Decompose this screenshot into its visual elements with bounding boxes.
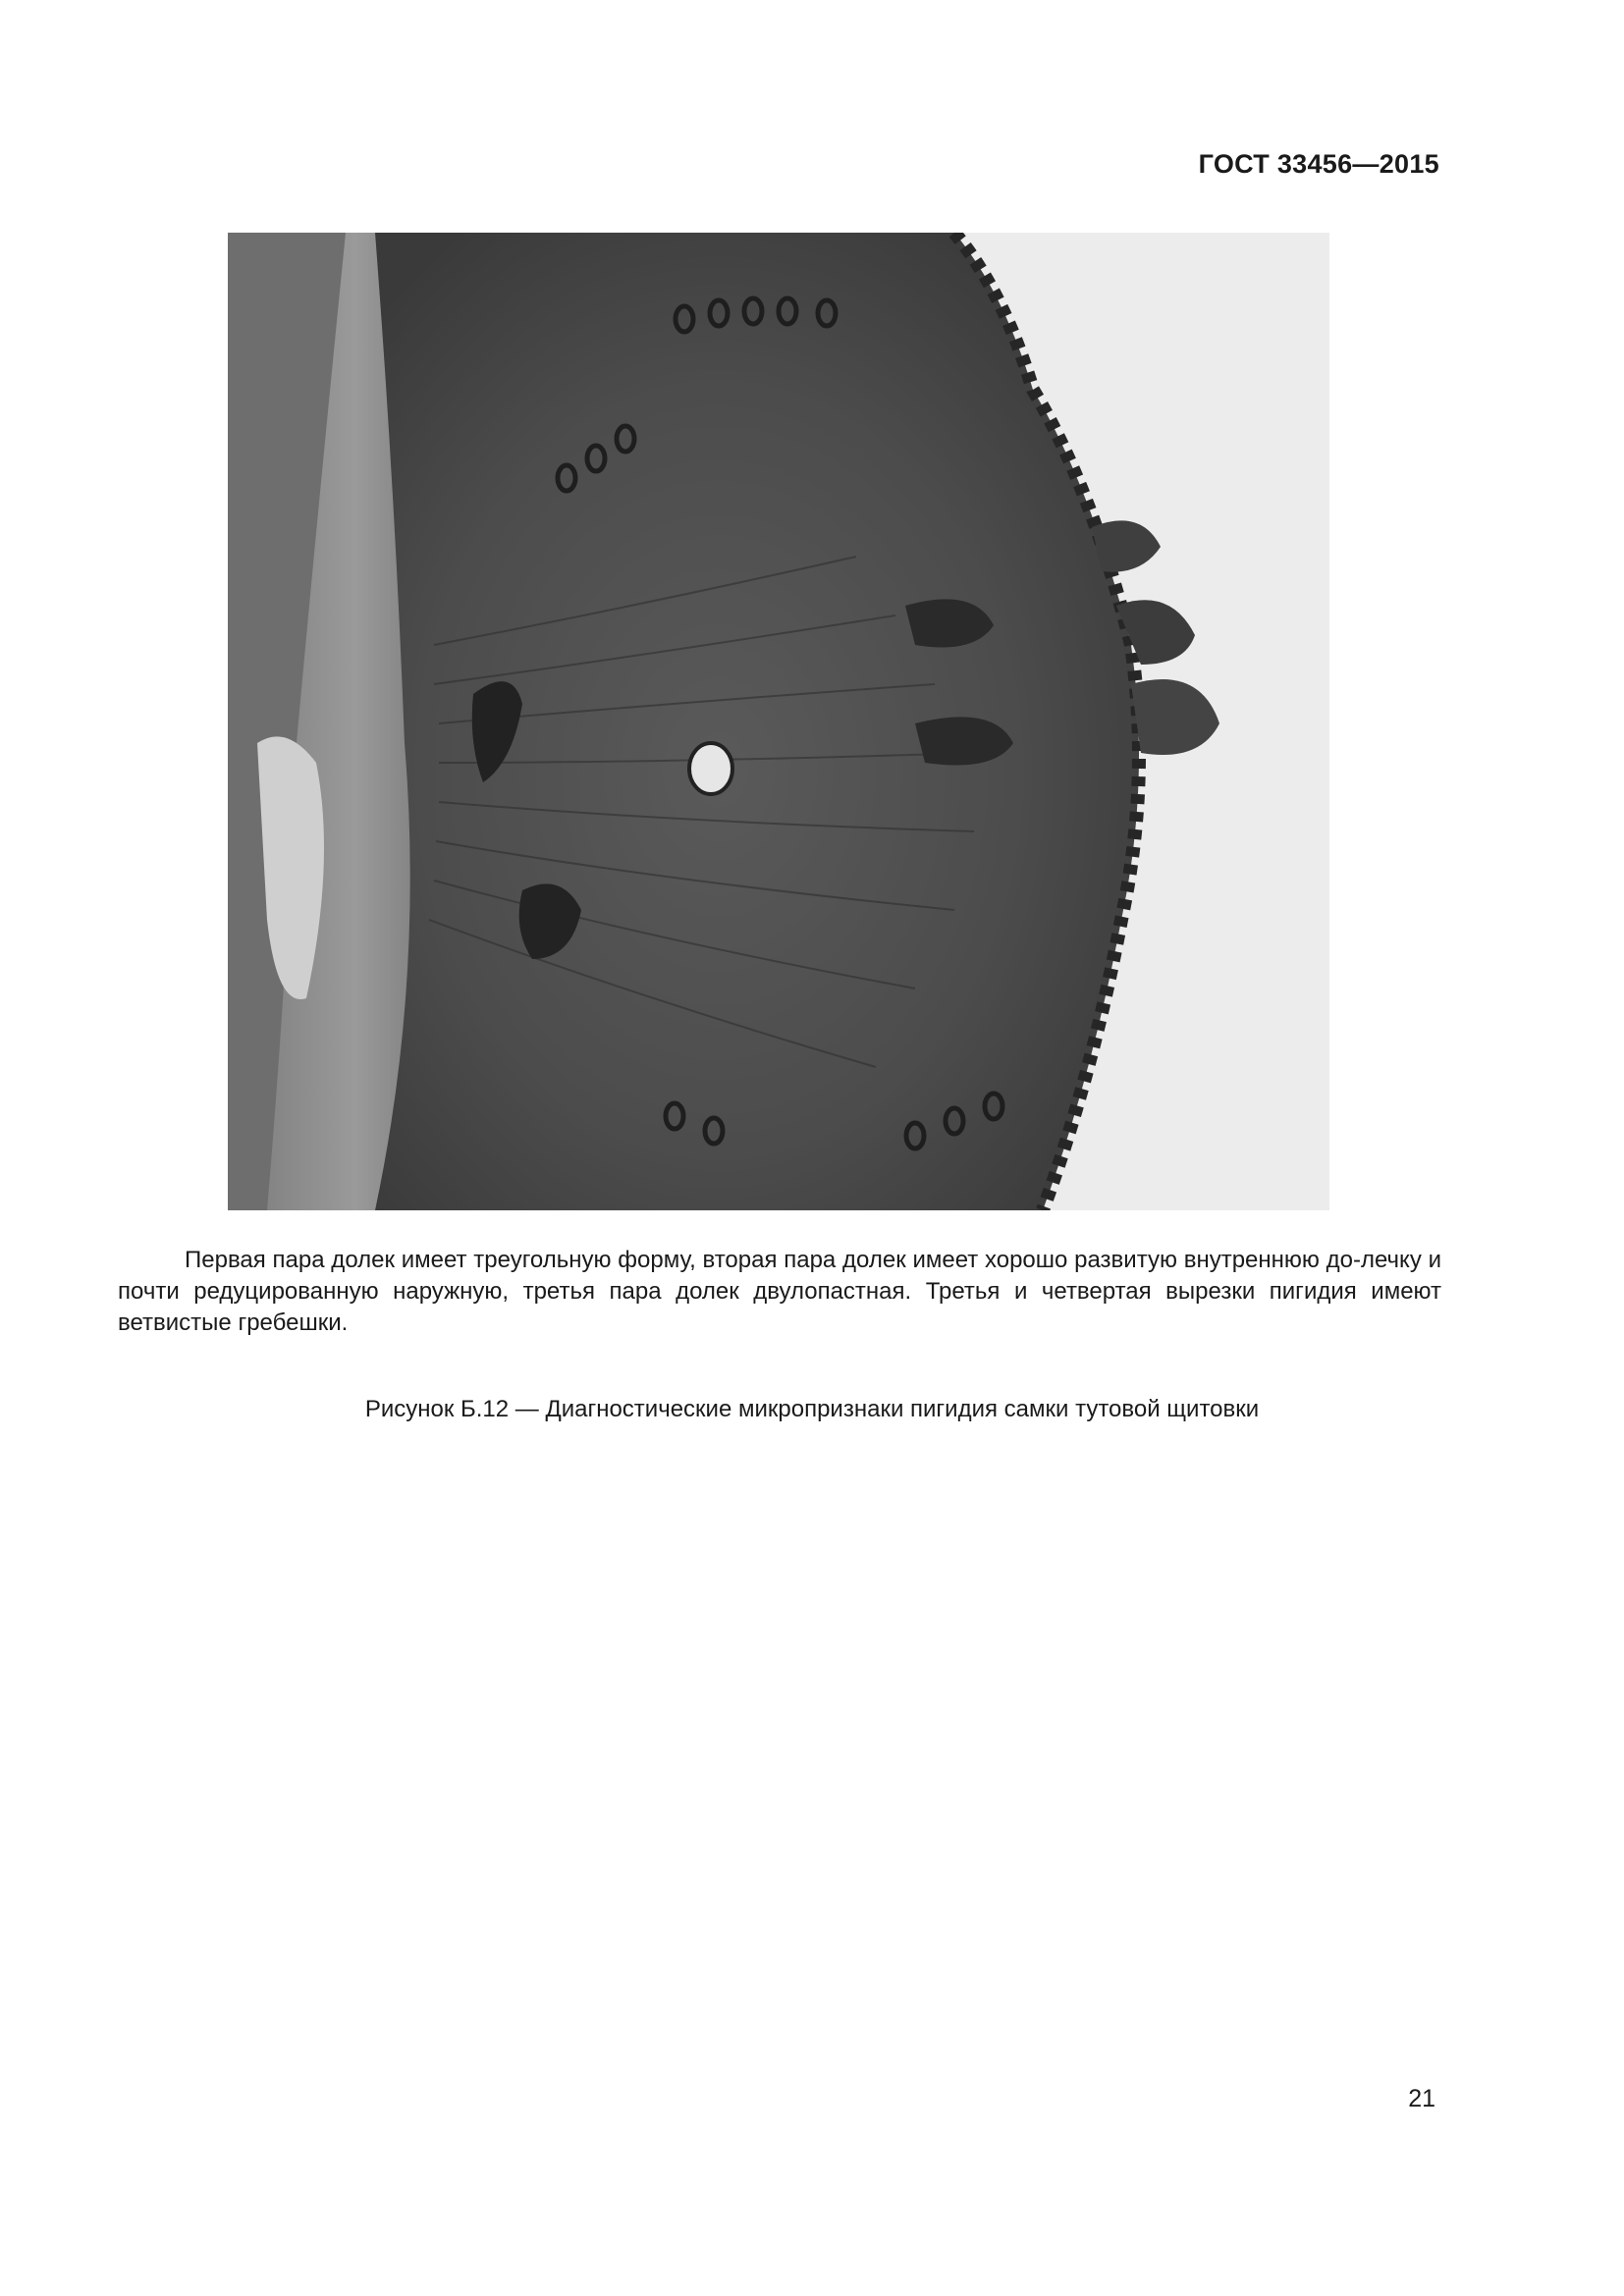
page-number: 21: [1408, 2085, 1435, 2112]
figure-caption: Рисунок Б.12 — Диагностические микропризнаки пигидия самки тутовой щитовки: [364, 1396, 1260, 1422]
document-code: ГОСТ 33456—2015: [1198, 149, 1439, 179]
figure-description: Первая пара долек имеет треугольную форму, вторая пара долек имеет хорошо развитую внутреннюю до-лечку и почти редуцированную наружную, третья пара долек двулопастная. Третья и четвертая вырезки пигидия имеют ветвистые гребешки.: [118, 1247, 1441, 1336]
micrograph-figure: [228, 233, 1329, 1210]
pygidium-micrograph: [228, 233, 1329, 1210]
